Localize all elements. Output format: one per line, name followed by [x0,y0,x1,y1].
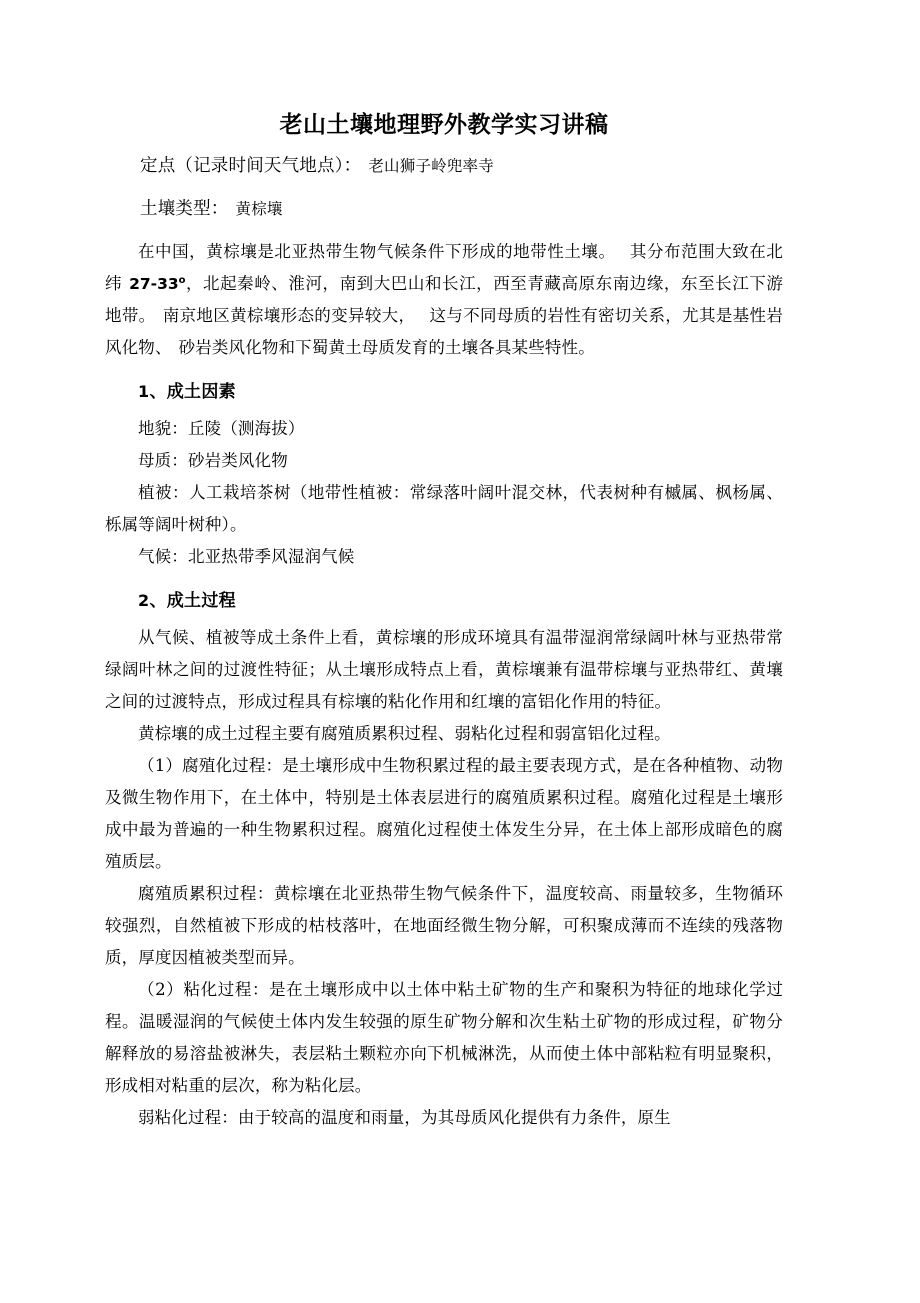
document-body [105,108,783,1134]
factor-line-vegetation: 植被：人工栽培茶树（地带性植被：常绿落叶阔叶混交林，代表树种有槭属、枫杨属、栎属等阔叶树种）。 [105,483,783,534]
field-location-label: 定点（记录时间天气地点）： [140,156,362,176]
section-1-title: 成土因素 [166,382,236,402]
degree-symbol: o [178,274,186,286]
field-soil-type-label: 土壤类型： [140,199,229,219]
intro-part2: 其分布范围大致在北纬 [105,242,783,293]
field-location-value: 老山狮子岭兜率寺 [368,157,494,175]
intro-part4: 南京地区黄棕壤形态的变异较大， [162,306,416,325]
intro-part3: ，北起秦岭、淮河，南到大巴山和长江，西至青藏高原东南边缘，东至长江下游地带。 [105,274,784,325]
section-2-separator: 、 [149,591,167,611]
section-1-number: 1 [138,382,150,401]
process-paragraph-humus-accumulation: 腐殖质累积过程：黄棕壤在北亚热带生物气候条件下，温度较高、雨量较多，生物循环较强烈，自然植被下形成的枯枝落叶，在地面经微生物分解，可积聚成薄而不连续的残落物质，厚度因植被类型而异。 [105,884,783,967]
field-soil-type [105,193,783,226]
section-2-title: 成土过程 [166,591,236,611]
field-spacer [105,183,783,193]
factor-line-landform: 地貌：丘陵（测海拔） [138,419,305,438]
process-paragraph-clayification: （2）粘化过程：是在土壤形成中以土体中粘土矿物的生产和聚积为特征的地球化学过程。温暖湿润的气候使土体内发生较强的原生矿物分解和次生粘土矿物的形成过程，矿物分解释放的易溶盐被淋失，表层粘土颗粒亦向下机械淋洗，从而使土体中部粘粒有明显聚积，形成相对粘重的层次，称为粘化层。 [105,980,783,1095]
process-paragraph-summary: 黄棕壤的成土过程主要有腐殖质累积过程、弱粘化过程和弱富铝化过程。 [138,724,671,743]
factor-line-climate: 气候：北亚热带季风湿润气候 [138,547,355,566]
intro-spacer [105,226,783,236]
process-paragraph-weak-clayification: 弱粘化过程：由于较高的温度和雨量，为其母质风化提供有力条件，原生 [138,1108,671,1127]
intro-part5: 这与不同母质的岩性有密切关系，尤其是基性岩风化物、 [105,306,784,357]
intro-part6: 砂岩类风化物和下蜀黄土母质发育的土壤各具某些特性。 [178,338,595,357]
factor-line-parent-material: 母质：砂岩类风化物 [138,451,288,470]
section-heading-2 [105,584,783,618]
intro-part1: 在中国，黄棕壤是北亚热带生物气候条件下形成的地带性土壤。 [138,242,616,261]
field-location [105,150,783,183]
section-2-number: 2 [138,591,150,610]
latitude-range: 27-33$^o$ [129,274,186,293]
process-paragraph-humification: （1）腐殖化过程：是土壤形成中生物积累过程的最主要表现方式，是在各种植物、动物及微生物作用下，在土体中，特别是土体表层进行的腐殖质累积过程。腐殖化过程是土壤形成中最为普遍的一种生物累积过程。腐殖化过程使土体发生分异，在土体上部形成暗色的腐殖质层。 [105,756,783,871]
process-paragraph-overview: 从气候、植被等成土条件上看，黄棕壤的形成环境具有温带湿润常绿阔叶林与亚热带常绿阔叶林之间的过渡性特征；从土壤形成特点上看，黄棕壤兼有温带棕壤与亚热带红、黄壤之间的过渡特点，形成过程具有棕壤的粘化作用和红壤的富铝化作用的特征。 [105,628,783,711]
section-1-separator: 、 [149,382,167,402]
intro-paragraph [105,236,783,364]
field-soil-type-value: 黄棕壤 [235,200,283,218]
page-title: 老山土壤地理野外教学实习讲稿 [279,111,609,138]
section-heading-1 [105,375,783,409]
